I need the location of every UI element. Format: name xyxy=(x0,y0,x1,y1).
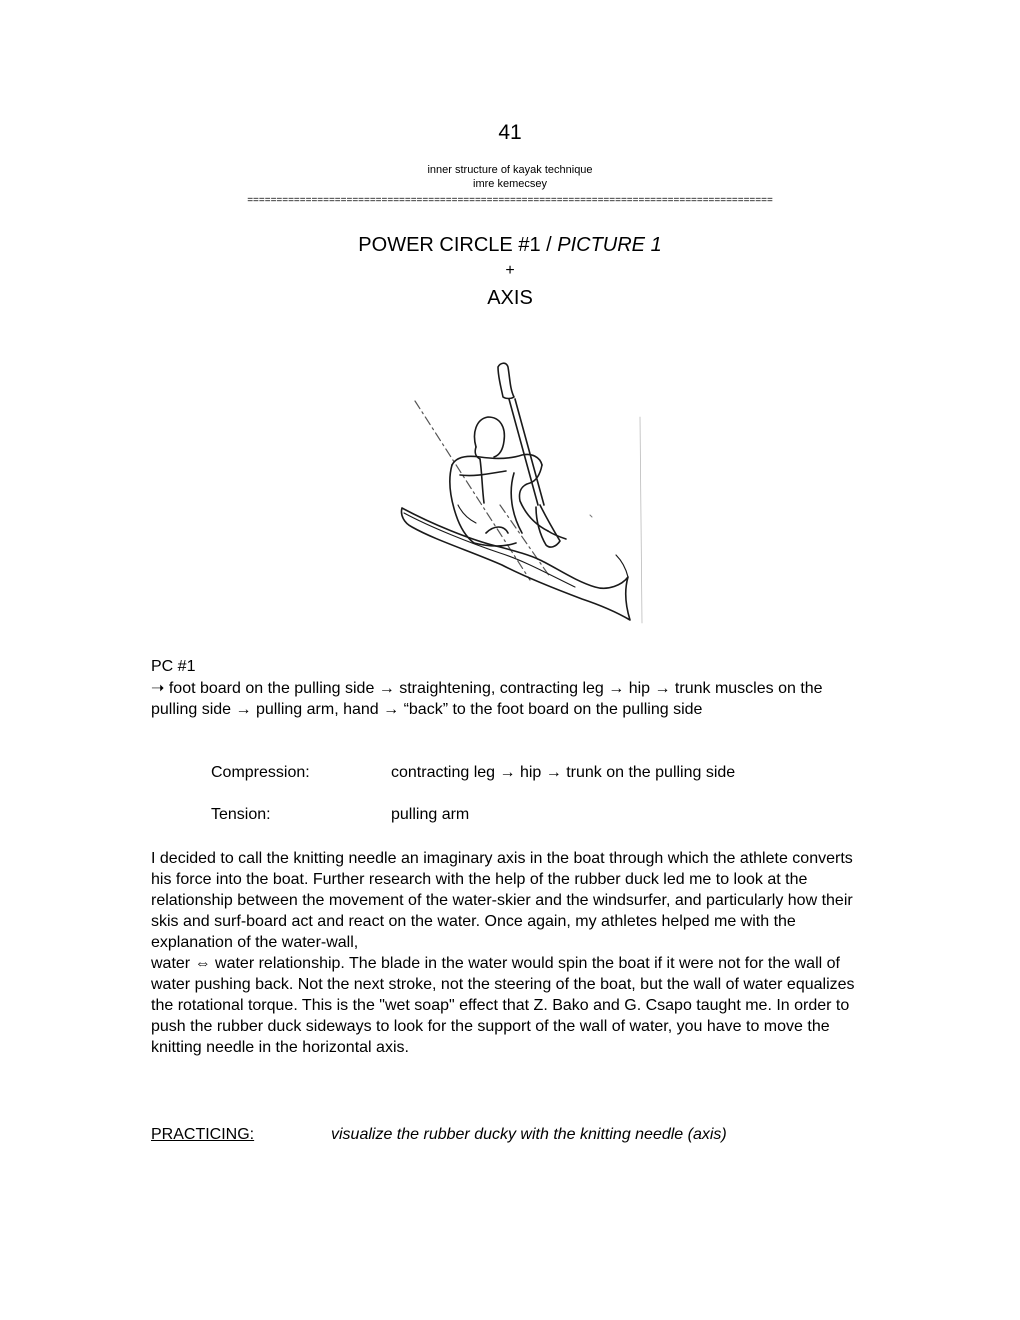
compression-label: Compression: xyxy=(211,764,310,781)
section-title-plus: + xyxy=(505,262,515,279)
practicing-label: PRACTICING: xyxy=(151,1126,255,1143)
kayak-hull xyxy=(401,508,630,620)
compression-value: contracting leg → hip → trunk on the pulling side xyxy=(391,764,736,781)
axis-explanation-part1: I decided to call the knitting needle an imaginary axis in the boat through which the athlete converts his force into the boat. Further research with the help of the rubber duck led me to look at the relationship between the movement of the water-skier and the windsurfer, and particularly how their skis and surf-board act and react on the water. Once again, my athletes helped me with the explanation of the water-wall, xyxy=(151,850,853,951)
section-title xyxy=(0,234,1020,257)
section-title-main: POWER CIRCLE #1 / xyxy=(358,234,558,256)
tension-label: Tension: xyxy=(211,806,271,823)
practicing-text: visualize the rubber ducky with the knitting needle (axis) xyxy=(331,1126,727,1143)
section-title-axis: AXIS xyxy=(487,287,533,309)
kayaker-sketch xyxy=(390,355,660,635)
tension-value: pulling arm xyxy=(391,806,470,823)
axis-explanation-part2: water ⇔ water relationship. The blade in the water would spin the boat if it were not for the wall of water pushing back. Not the next stroke, not the steering of the boat, but the wall of water equalizes the rotational torque. This is the "wet soap" effect that Z. Bako and G. Csapo taught me. In order to push the rubber duck sideways to look for the support of the wall of water, you have to move the knitting needle in the horizontal axis. xyxy=(151,955,855,1056)
running-header-author: imre kemecsey xyxy=(473,178,547,190)
running-header-title: inner structure of kayak technique xyxy=(427,164,593,176)
axis-explanation-paragraph xyxy=(151,848,876,1058)
pc-heading: PC #1 xyxy=(151,658,196,675)
header-rule: ========================================================================================== xyxy=(247,195,773,206)
section-title-picture: PICTURE 1 xyxy=(557,234,662,256)
page-number: 41 xyxy=(498,121,522,144)
power-chain-description: ➝ foot board on the pulling side → straightening, contracting leg → hip → trunk muscles on the pulling side → pulling arm, hand → “back” to the foot board on the pulling side xyxy=(151,680,823,718)
